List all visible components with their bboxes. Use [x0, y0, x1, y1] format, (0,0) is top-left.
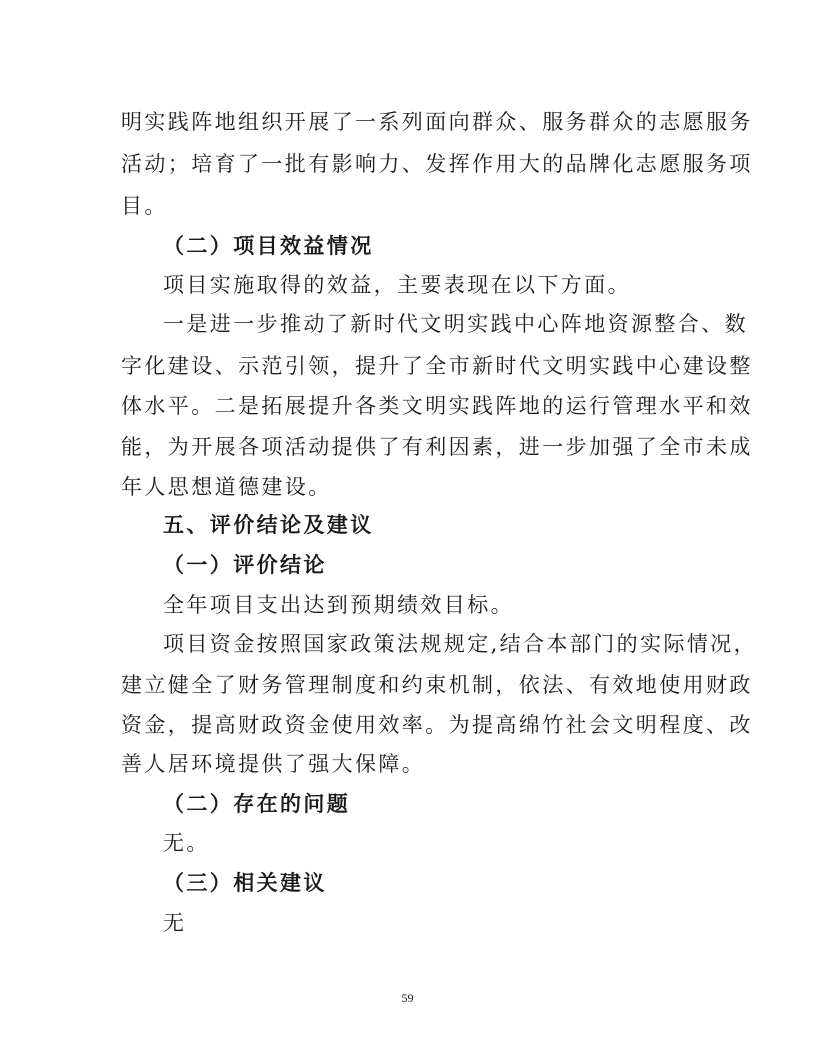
paragraph-line: 字化建设、示范引领，提升了全市新时代文明实践中心建设整 — [121, 354, 753, 378]
paragraph-line: 体水平。二是拓展提升各类文明实践阵地的运行管理水平和效 — [121, 394, 753, 418]
paragraph-line: 一是进一步推动了新时代文明实践中心阵地资源整合、数 — [163, 312, 748, 336]
paragraph-line: 项目实施取得的效益，主要表现在以下方面。 — [163, 273, 631, 297]
paragraph-line: 明实践阵地组织开展了一系列面向群众、服务群众的志愿服务 — [121, 110, 753, 134]
paragraph-line: 无 — [163, 911, 187, 935]
section-heading: （一）评价结论 — [163, 552, 327, 577]
paragraph-line: 全年项目支出达到预期绩效目标。 — [163, 593, 514, 617]
paragraph-line: 建立健全了财务管理制度和约束机制，依法、有效地使用财政 — [121, 673, 753, 697]
paragraph-line: 无。 — [163, 831, 210, 855]
paragraph-line: 年人思想道德建设。 — [121, 475, 332, 499]
paragraph-line: 目。 — [121, 194, 168, 218]
section-heading: （二）存在的问题 — [163, 791, 351, 816]
chapter-heading: 五、评价结论及建议 — [163, 512, 374, 537]
section-heading: （三）相关建议 — [163, 870, 327, 895]
paragraph-line: 资金，提高财政资金使用效率。为提高绵竹社会文明程度、改 — [121, 713, 753, 737]
page-number: 59 — [401, 991, 414, 1005]
section-heading: （二）项目效益情况 — [163, 233, 374, 258]
paragraph-line: 活动；培育了一批有影响力、发挥作用大的品牌化志愿服务项 — [121, 152, 753, 176]
paragraph-line: 能，为开展各项活动提供了有利因素，进一步加强了全市未成 — [121, 435, 753, 459]
paragraph-line: 善人居环境提供了强大保障。 — [121, 752, 426, 776]
paragraph-line: 项目资金按照国家政策法规规定,结合本部门的实际情况， — [163, 632, 758, 656]
